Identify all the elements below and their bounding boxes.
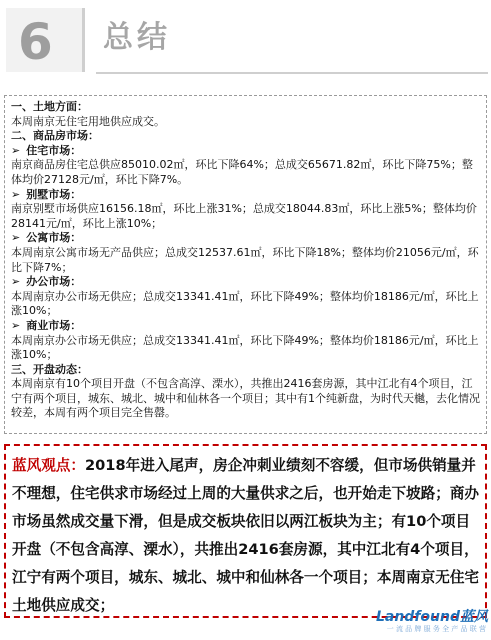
land-heading: 一、土地方面： — [11, 100, 88, 113]
apartment-heading — [11, 231, 480, 246]
landfound-logo — [366, 606, 488, 636]
villa-heading — [11, 188, 480, 203]
arrow-bullet-icon: ➢ — [11, 275, 21, 289]
apartment-text: 本周南京公寓市场无产品供应；总成交12537.61㎡，环比下降18%；整体均价21056元/㎡，环比下降7%； — [11, 245, 479, 274]
arrow-bullet-icon: ➢ — [11, 318, 21, 332]
commercial-heading: 二、商品房市场： — [11, 129, 99, 143]
section-number: 6 — [18, 13, 53, 71]
residential-text: 南京商品房住宅总供应85010.02㎡，环比下降64%；总成交65671.82㎡，环比下降75%；整体均价27128元/㎡，环比下降7%。 — [11, 158, 473, 186]
villa-label: 别墅市场： — [26, 187, 82, 201]
viewpoint-box — [4, 444, 487, 618]
logo-wordmark: Landfound蓝风 — [375, 609, 488, 625]
arrow-bullet-icon: ➢ — [11, 231, 21, 245]
land-text: 本周南京无住宅用地供应成交。 — [11, 114, 165, 128]
arrow-bullet-icon: ➢ — [11, 187, 21, 201]
viewpoint-text: 2018年进入尾声，房企冲刺业绩刻不容缓，但市场供销量并不理想，住宅供求市场经过上周的大量供求之后，也开始走下坡路；商办市场虽然成交量下滑，但是成交板块依旧以两江板块为主；有10个项目开盘（不包含高淳、溧水），共推出2416套房源，其中江北有4个项目，江宁有两个项目，城东、城北、城中和仙林各一个项目；本周南京无住宅土地供应成交； — [12, 457, 480, 614]
opening-heading: 三、开盘动态： — [11, 362, 88, 376]
section-header — [0, 0, 491, 80]
villa-text: 南京别墅市场供应16156.18㎡，环比上涨31%；总成交18044.83㎡，环比上涨5%；整体均价28141元/㎡，环比上涨10%； — [11, 202, 477, 230]
summary-box — [4, 95, 487, 434]
retail-heading — [11, 319, 480, 334]
opening-text: 本周南京有10个项目开盘（不包含高淳、溧水），共推出2416套房源，其中江北有4个项目，江宁有两个项目，城东、城北、城中和仙林各一个项目；其中有1个纯新盘，为时代天樾，去化情况较差，本周有两个项目完全售罄。 — [11, 377, 480, 420]
office-text: 本周南京办公市场无供应；总成交13341.41㎡，环比下降49%；整体均价18186元/㎡，环比上涨10%； — [11, 289, 479, 318]
office-heading — [11, 275, 480, 290]
section-title: 总结 — [103, 20, 171, 55]
arrow-bullet-icon: ➢ — [11, 143, 21, 157]
retail-label: 商业市场： — [26, 318, 82, 332]
viewpoint-label: 蓝风观点： — [12, 457, 85, 474]
office-label: 办公市场： — [26, 275, 82, 289]
header-divider — [96, 72, 488, 74]
logo-tagline: 一 流 品 牌 服 务 全 产 品 联 营 — [386, 625, 486, 633]
section-number-box — [6, 8, 85, 72]
residential-heading — [11, 144, 480, 159]
residential-label: 住宅市场： — [26, 143, 82, 157]
apartment-label: 公寓市场： — [26, 231, 82, 245]
retail-text: 本周南京办公市场无供应；总成交13341.41㎡，环比下降49%；整体均价18186元/㎡，环比上涨10%； — [11, 333, 479, 362]
